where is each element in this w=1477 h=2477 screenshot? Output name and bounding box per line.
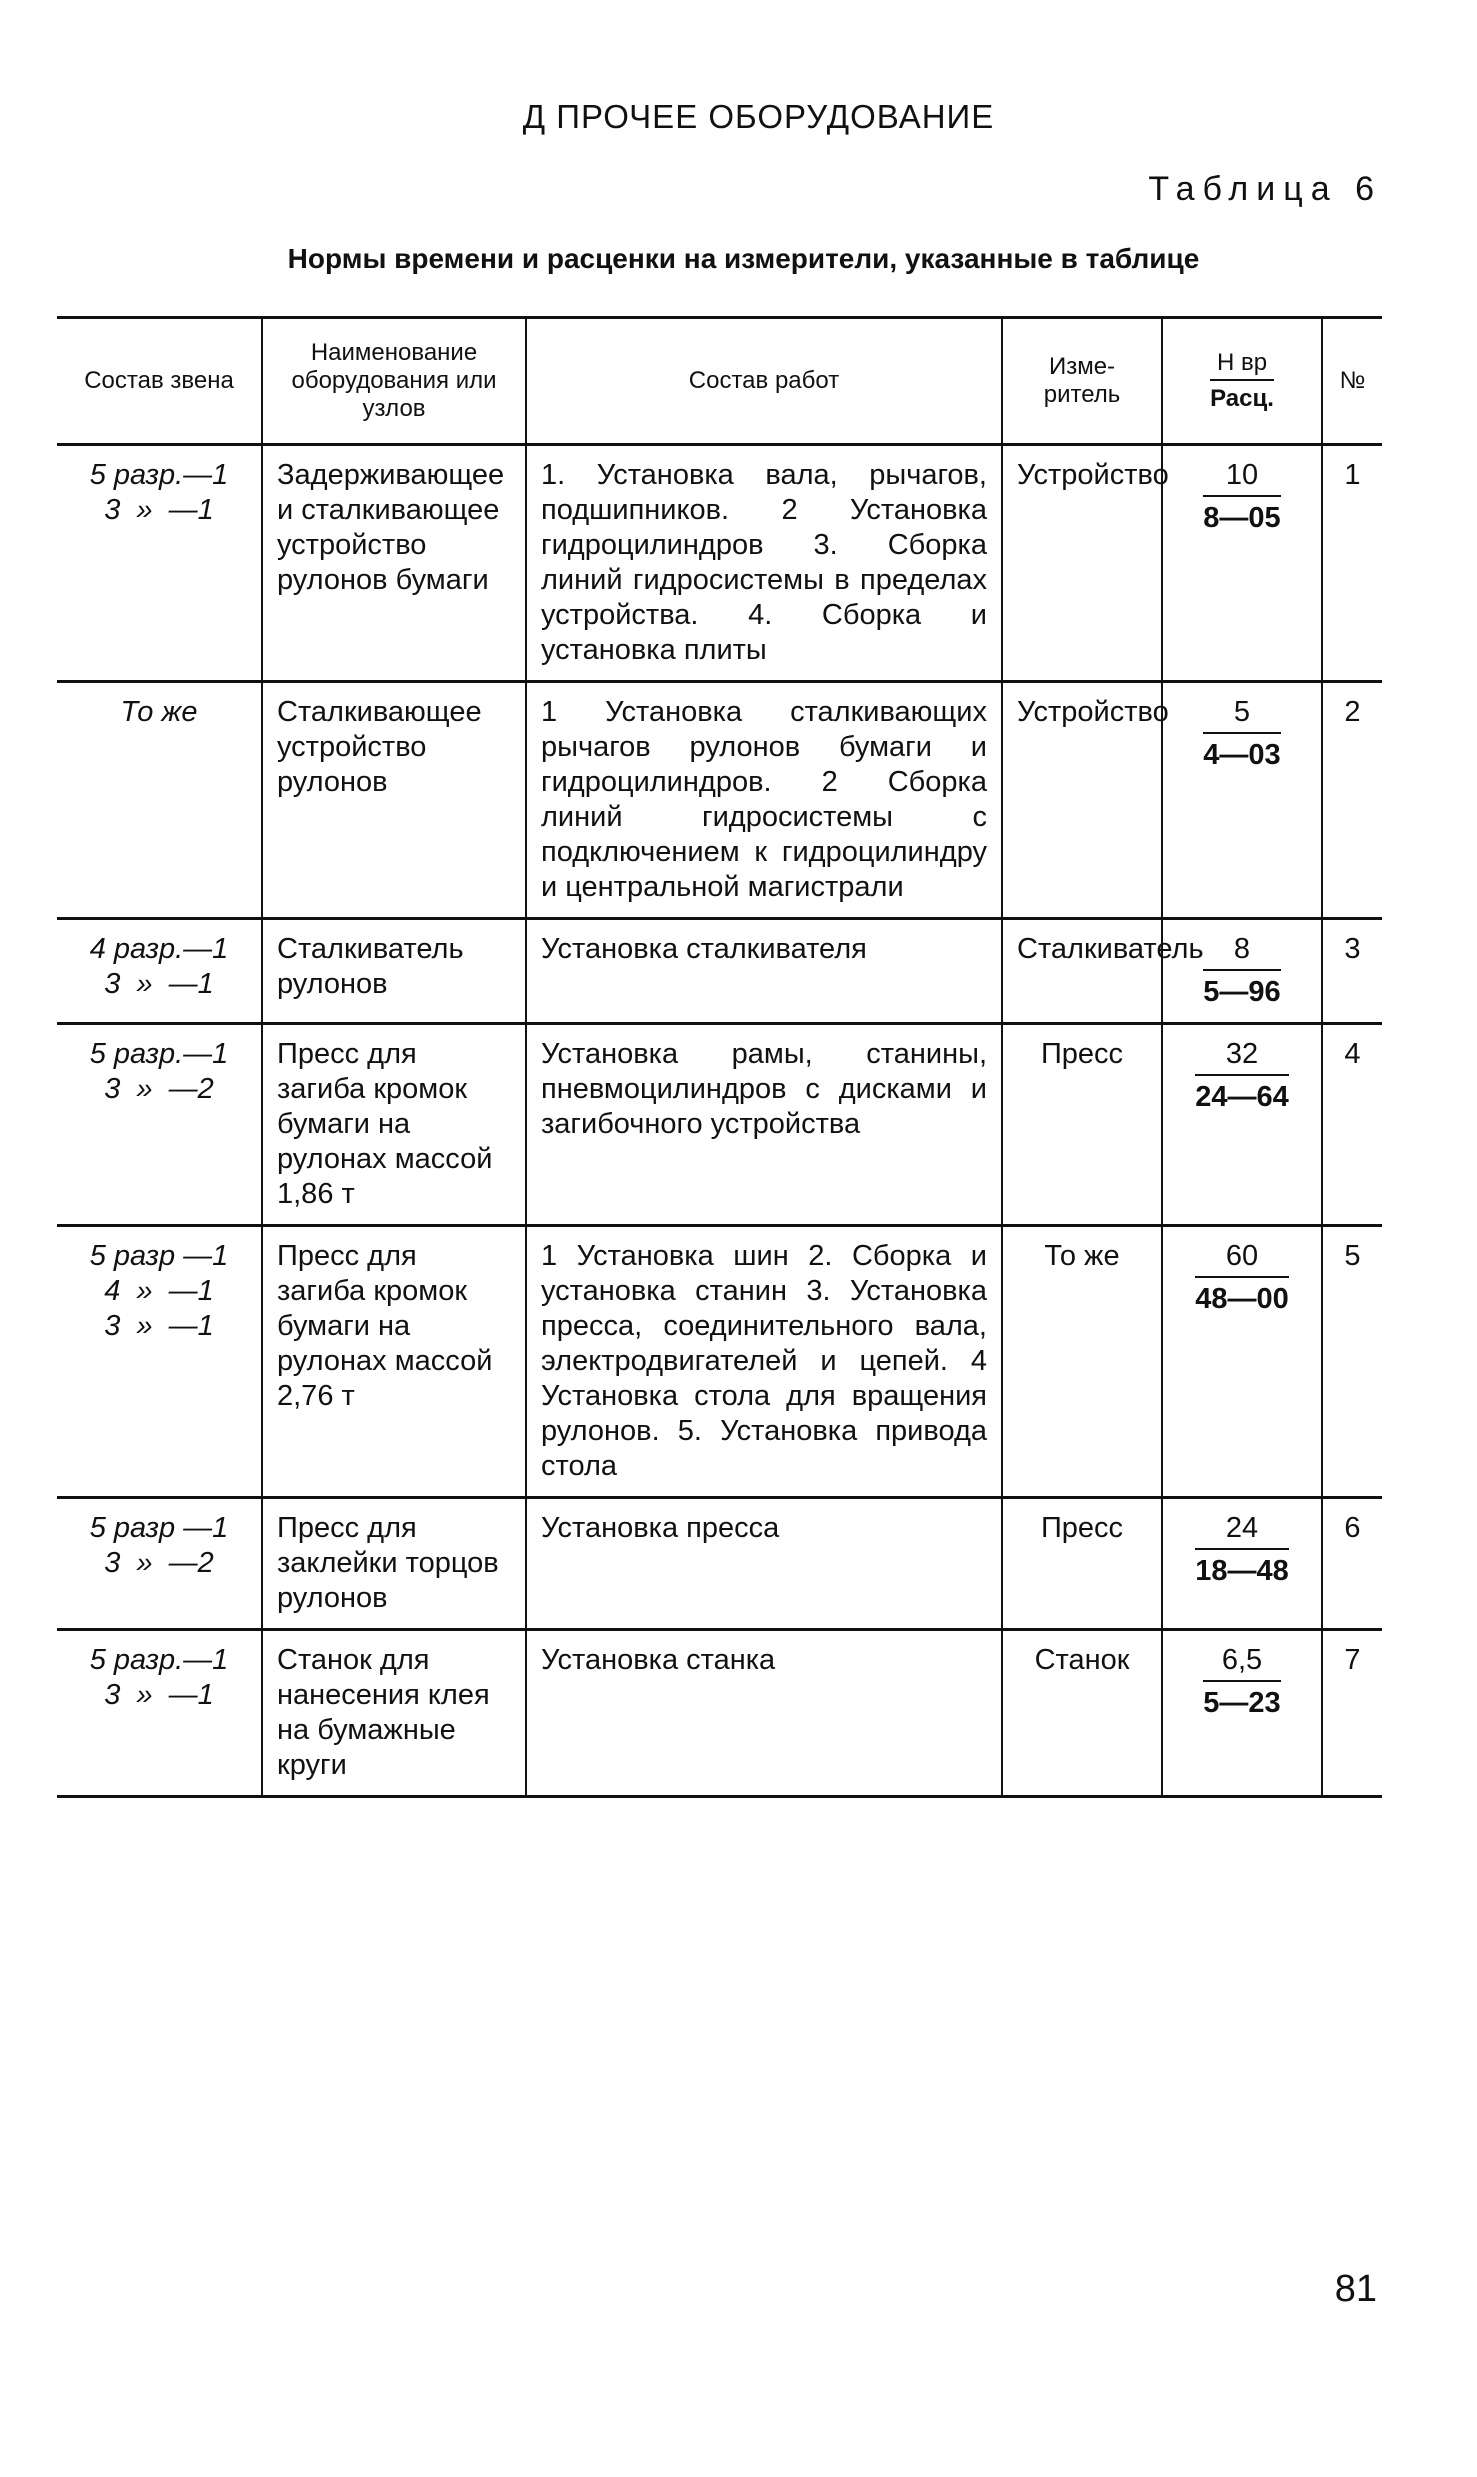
norm-time: 6,5: [1203, 1643, 1280, 1682]
cell-brigade: [57, 919, 262, 1024]
brigade-line: 3 » —2: [104, 1073, 214, 1105]
norm-price: 18—48: [1195, 1555, 1289, 1587]
cell-unit: То же: [1002, 1226, 1162, 1498]
brigade-line: 5 разр.—1: [89, 459, 229, 491]
cell-row-number: 4: [1322, 1024, 1382, 1226]
brigade-line: 5 разр —1: [89, 1512, 229, 1544]
cell-norm: [1162, 1024, 1322, 1226]
cell-unit: Пресс: [1002, 1498, 1162, 1630]
cell-works: 1 Установка сталкивающих рычагов рулонов бумаги и гидроцилиндров. 2 Сборка линий гидросистемы с подключением к гидроцилиндру и центральной магистрали: [526, 682, 1002, 919]
cell-norm: [1162, 1630, 1322, 1797]
cell-row-number: 7: [1322, 1630, 1382, 1797]
norm-fraction: [1195, 1037, 1289, 1115]
norm-fraction: [1203, 695, 1280, 773]
header-num: №: [1322, 318, 1382, 445]
brigade-line: 3 » —1: [104, 968, 214, 1000]
norm-time: 5: [1203, 695, 1280, 734]
norm-price: 24—64: [1195, 1081, 1289, 1113]
cell-norm: [1162, 682, 1322, 919]
cell-unit: Сталкиватель: [1002, 919, 1162, 1024]
brigade-line: То же: [120, 696, 198, 728]
table-row: [57, 1226, 1382, 1498]
table-header-row: [57, 318, 1382, 445]
cell-row-number: 1: [1322, 445, 1382, 682]
cell-equipment: Пресс для загиба кромок бумаги на рулонах массой 1,86 т: [262, 1024, 526, 1226]
cell-norm: [1162, 1498, 1322, 1630]
table-row: [57, 1630, 1382, 1797]
cell-unit: Пресс: [1002, 1024, 1162, 1226]
cell-row-number: 6: [1322, 1498, 1382, 1630]
norm-price: 4—03: [1203, 739, 1281, 771]
brigade-line: 5 разр.—1: [89, 1038, 229, 1070]
brigade-line: 3 » —2: [104, 1547, 214, 1579]
brigade-line: 4 » —1: [104, 1275, 214, 1307]
cell-brigade: [57, 1024, 262, 1226]
section-title: Д ПРОЧЕЕ ОБОРУДОВАНИЕ: [522, 98, 995, 135]
cell-unit: Устройство: [1002, 682, 1162, 919]
cell-row-number: 3: [1322, 919, 1382, 1024]
brigade-line: 5 разр.—1: [89, 1644, 229, 1676]
cell-equipment: Сталкивающее устройство рулонов: [262, 682, 526, 919]
norm-time: 10: [1203, 458, 1280, 497]
norm-price: 48—00: [1195, 1283, 1289, 1315]
cell-norm: [1162, 1226, 1322, 1498]
cell-unit: Станок: [1002, 1630, 1162, 1797]
cell-works: Установка рамы, станины, пневмоцилиндров с дисками и загибочного устройства: [526, 1024, 1002, 1226]
cell-works: Установка сталкивателя: [526, 919, 1002, 1024]
header-unit: Изме-ритель: [1002, 318, 1162, 445]
cell-works: 1 Установка шин 2. Сборка и установка станин 3. Установка пресса, соединительного вала, электродвигателей и цепей. 4 Установка стола для вращения рулонов. 5. Установка привода стола: [526, 1226, 1002, 1498]
cell-works: Установка станка: [526, 1630, 1002, 1797]
norm-fraction: [1203, 1643, 1280, 1721]
norms-table: [57, 316, 1382, 1798]
cell-row-number: 5: [1322, 1226, 1382, 1498]
header-equipment: Наименование оборудования или узлов: [262, 318, 526, 445]
cell-brigade: [57, 1630, 262, 1797]
table-caption: Нормы времени и расценки на измерители, указанные в таблице: [287, 243, 1200, 274]
cell-brigade: [57, 445, 262, 682]
table-row: [57, 1498, 1382, 1630]
cell-brigade: [57, 682, 262, 919]
header-norm: [1162, 318, 1322, 445]
cell-equipment: Сталкиватель рулонов: [262, 919, 526, 1024]
table-row: [57, 919, 1382, 1024]
cell-equipment: Станок для нанесения клея на бумажные круги: [262, 1630, 526, 1797]
norm-fraction: [1195, 1239, 1289, 1317]
norm-fraction: [1195, 1511, 1289, 1589]
header-brigade: Состав звена: [57, 318, 262, 445]
header-norm-fraction: [1210, 349, 1274, 413]
norm-price: 5—96: [1203, 976, 1281, 1008]
page-number: 81: [1334, 2268, 1377, 2310]
norm-time: 24: [1195, 1511, 1289, 1550]
header-norm-time: Н вр: [1210, 349, 1274, 381]
cell-unit: Устройство: [1002, 445, 1162, 682]
header-works: Состав работ: [526, 318, 1002, 445]
norm-fraction: [1203, 932, 1280, 1010]
norm-price: 5—23: [1203, 1687, 1281, 1719]
norm-fraction: [1203, 458, 1280, 536]
cell-works: Установка пресса: [526, 1498, 1002, 1630]
cell-row-number: 2: [1322, 682, 1382, 919]
header-norm-price: Расц.: [1210, 385, 1274, 412]
table-label: Таблица 6: [1148, 170, 1382, 208]
brigade-line: 4 разр.—1: [89, 933, 229, 965]
table-row: [57, 682, 1382, 919]
brigade-line: 3 » —1: [104, 1679, 214, 1711]
table-row: [57, 445, 1382, 682]
norm-time: 32: [1195, 1037, 1289, 1076]
cell-norm: [1162, 445, 1322, 682]
table-row: [57, 1024, 1382, 1226]
cell-equipment: Пресс для загиба кромок бумаги на рулонах массой 2,76 т: [262, 1226, 526, 1498]
cell-equipment: Пресс для заклейки торцов рулонов: [262, 1498, 526, 1630]
norm-time: 8: [1203, 932, 1280, 971]
cell-equipment: Задерживающее и сталкивающее устройство рулонов бумаги: [262, 445, 526, 682]
norm-time: 60: [1195, 1239, 1289, 1278]
brigade-line: 3 » —1: [104, 1310, 214, 1342]
brigade-line: 3 » —1: [104, 494, 214, 526]
cell-brigade: [57, 1226, 262, 1498]
cell-works: 1. Установка вала, рычагов, подшипников. 2 Установка гидроцилиндров 3. Сборка линий гидросистемы в пределах устройства. 4. Сборка и установка плиты: [526, 445, 1002, 682]
cell-brigade: [57, 1498, 262, 1630]
norm-price: 8—05: [1203, 502, 1281, 534]
brigade-line: 5 разр —1: [89, 1240, 229, 1272]
